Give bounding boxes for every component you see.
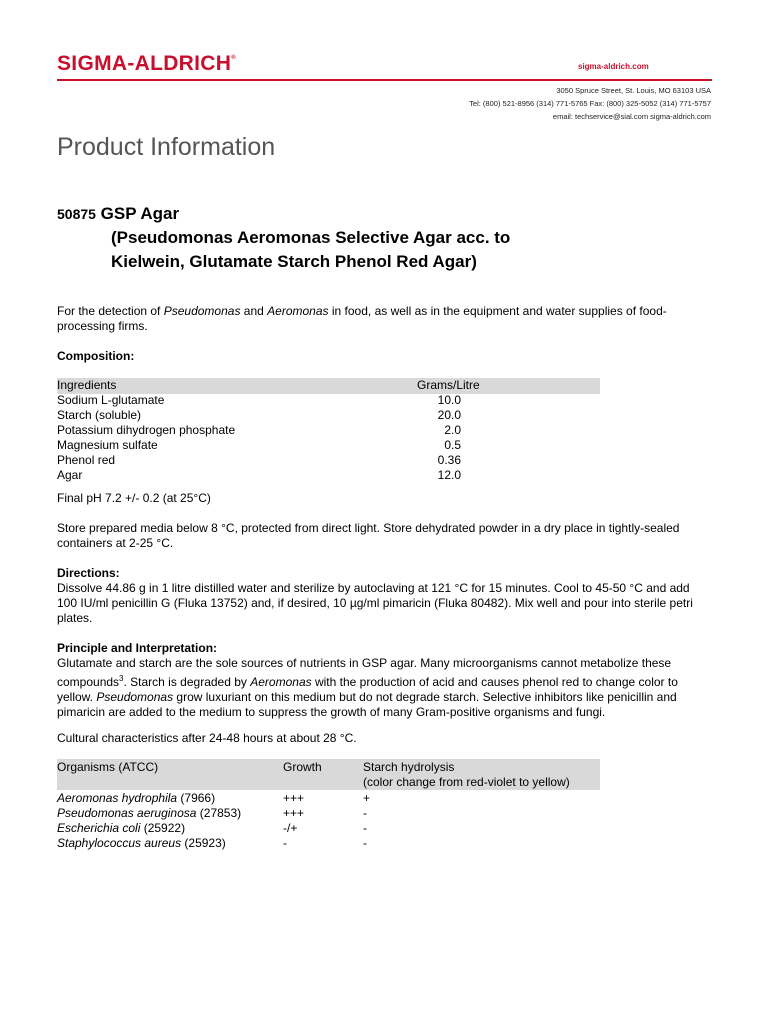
ingredient-row: Phenol red 0.36 [57, 453, 461, 467]
header-divider [57, 79, 712, 81]
cultural-header-row [57, 760, 600, 791]
product-title [57, 202, 510, 274]
composition-header-row [57, 378, 600, 393]
ingredient-row: Agar 12.0 [57, 468, 461, 482]
registered-mark: ® [231, 55, 236, 61]
email-line: email: techservice@sial.com sigma-aldrich.com [552, 112, 711, 121]
principle-paragraph: Glutamate and starch are the sole sources of nutrients in GSP agar. Many microorganisms cannot metabolize these compounds$^3$. Starch is degraded by Aeromonas with the production of acid and causes phenol red to change color to yellow. Pseudomonas grow luxuriant on this medium but do not degrade starch. Selective inhibitors like penicillin and pimaricin are added to the medium to suppress the growth of many Gram-positive organisms and fungi. [57, 656, 678, 719]
directions-paragraph: Dissolve 44.86 g in 1 litre distilled water and sterilize by autoclaving at 121 °C for 15 minutes. Cool to 45-50 °C and add 100 IU/ml penicillin G (Fluka 13752) and, if desired, 10 µg/ml pimaricin (Fluka 80482). Mix well and pour into sterile petri plates. [57, 581, 693, 625]
intro-paragraph: For the detection of Pseudomonas and Aeromonas in food, as well as in the equipment and water supplies of food-processing firms. [57, 304, 667, 333]
final-ph: Final pH 7.2 +/- 0.2 (at 25°C) [57, 491, 211, 505]
col-starch-hydrolysis: Starch hydrolysis (color change from red-violet to yellow) [363, 760, 570, 789]
col-amount: Grams/Litre [417, 378, 480, 392]
phone-line: Tel: (800) 521-8956 (314) 771-5765 Fax: (800) 325-5052 (314) 771-5757 [469, 99, 711, 108]
composition-heading: Composition: [57, 349, 135, 363]
ingredient-row: Magnesium sulfate 0.5 [57, 438, 461, 452]
product-subtitle-1: (Pseudomonas Aeromonas Selective Agar acc. to [111, 228, 511, 247]
address-line: 3050 Spruce Street, St. Louis, MO 63103 USA [556, 86, 711, 95]
directions-heading: Directions: [57, 566, 120, 580]
cultural-intro: Cultural characteristics after 24-48 hours at about 28 °C. [57, 731, 357, 745]
storage-paragraph: Store prepared media below 8 °C, protected from direct light. Store dehydrated powder in a dry place in tightly-sealed containers at 2-25 °C. [57, 521, 680, 550]
organism-row: Staphylococcus aureus (25923) - - [57, 836, 367, 850]
organism-row: Aeromonas hydrophila (7966) +++ + [57, 791, 371, 805]
organism-row: Escherichia coli (25922) -/+ - [57, 821, 367, 835]
col-organisms: Organisms (ATCC) [57, 760, 159, 774]
ingredient-row: Potassium dihydrogen phosphate 2.0 [57, 423, 461, 437]
product-name: GSP Agar [100, 204, 180, 223]
document-type-heading: Product Information [57, 133, 276, 161]
organism-row: Pseudomonas aeruginosa (27853) +++ - [57, 806, 367, 820]
ingredient-row: Starch (soluble) 20.0 [57, 408, 461, 422]
website-link[interactable]: sigma-aldrich.com [578, 62, 649, 71]
principle-heading: Principle and Interpretation: [57, 641, 218, 655]
brand-logo: SIGMA-ALDRICH® [57, 52, 236, 75]
col-ingredients: Ingredients [57, 378, 117, 392]
product-subtitle-2: Kielwein, Glutamate Starch Phenol Red Agar) [111, 252, 477, 271]
ingredient-row: Sodium L-glutamate 10.0 [57, 393, 461, 407]
product-number: 50875 [57, 206, 96, 222]
col-growth: Growth [283, 760, 322, 774]
